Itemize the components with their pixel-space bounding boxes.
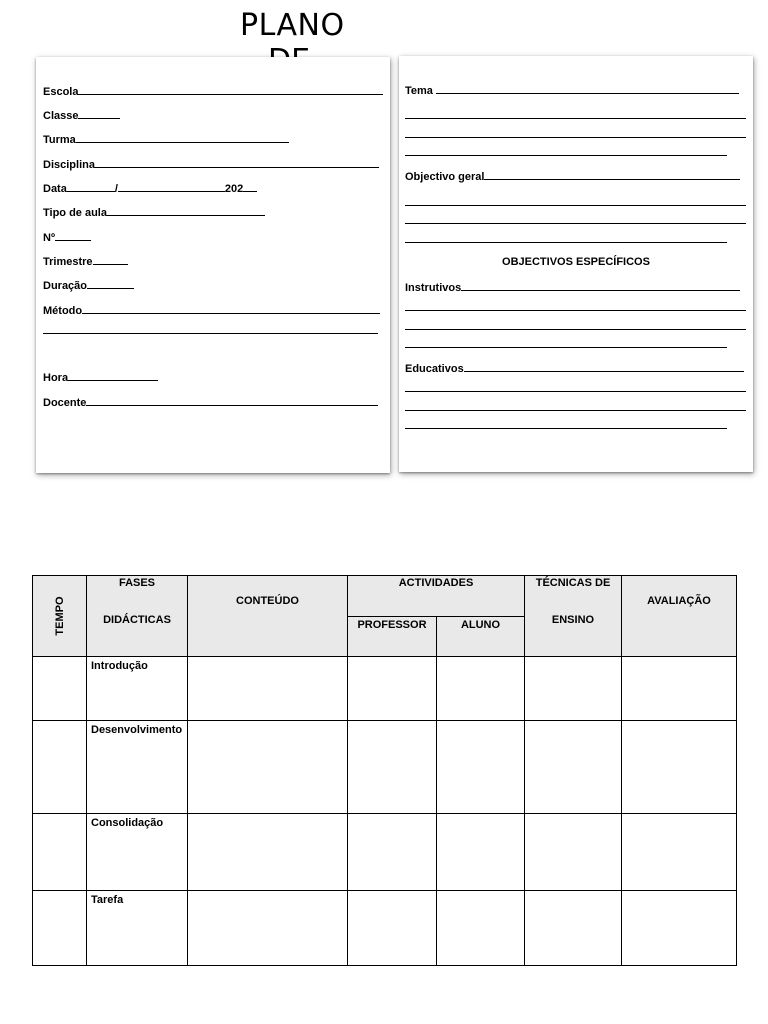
phase-tarefa: Tarefa [91,894,124,906]
row1-aluno-cell[interactable] [436,656,525,721]
objectivo-line-3 [405,223,746,224]
instrutivos-line-3 [405,329,746,330]
instrutivos-field[interactable] [405,279,740,293]
row4-aluno-cell[interactable] [436,890,525,966]
phase-introducao: Introdução [91,660,148,672]
objectivo-geral-label: Objectivo geral [405,171,485,183]
lesson-info-card [36,57,390,473]
row2-tecnicas-cell[interactable] [524,720,622,814]
row3-tecnicas-cell[interactable] [524,813,622,891]
phase-desenvolvimento: Desenvolvimento [91,724,183,736]
row1-tecnicas-cell[interactable] [524,656,622,721]
tema-label: Tema [405,85,433,97]
objectivos-especificos-heading: OBJECTIVOS ESPECÍFICOS [502,256,650,268]
row1-conteudo-cell[interactable] [187,656,348,721]
docente-field[interactable] [43,394,378,408]
page-title: PLANO [240,8,345,43]
educativos-line-2 [405,391,746,392]
header-tecnicas-line2: ENSINO [551,614,595,626]
tema-line-3 [405,137,746,138]
metodo-extra-line [43,333,378,334]
row3-conteudo-cell[interactable] [187,813,348,891]
instrutivos-line-4 [405,347,727,348]
row3-tempo-cell[interactable] [32,813,87,891]
row2-aluno-cell[interactable] [436,720,525,814]
row4-tempo-cell[interactable] [32,890,87,966]
trimestre-label: Trimestre [43,256,93,268]
instrutivos-label: Instrutivos [405,282,462,294]
row4-fase-cell [86,890,188,966]
phase-consolidacao: Consolidação [91,817,164,829]
header-fases-line2: DIDÁCTICAS [103,614,171,626]
row1-avaliacao-cell[interactable] [621,656,737,721]
data-label: Data [43,183,67,195]
row3-professor-cell[interactable] [347,813,437,891]
header-tecnicas [524,575,622,657]
row1-fase-cell [86,656,188,721]
row1-professor-cell[interactable] [347,656,437,721]
row1-tempo-cell[interactable] [32,656,87,721]
duracao-label: Duração [43,280,88,292]
header-conteudo-label: CONTEÚDO [236,595,299,607]
objectivo-line-4 [405,242,727,243]
tema-line-4 [405,155,727,156]
row2-professor-cell[interactable] [347,720,437,814]
metodo-label: Método [43,305,83,317]
header-tecnicas-line1: TÉCNICAS DE [535,577,611,589]
classe-field[interactable] [43,107,120,121]
lesson-plan-table [32,575,737,966]
classe-label: Classe [43,110,79,122]
numero-label: Nº [43,232,55,244]
row3-avaliacao-cell[interactable] [621,813,737,891]
metodo-field[interactable] [43,302,380,316]
data-field[interactable] [43,180,257,194]
instrutivos-line-2 [405,310,746,311]
trimestre-field[interactable] [43,253,128,267]
hora-label: Hora [43,372,69,384]
header-avaliacao-label: AVALIAÇÃO [647,595,711,607]
header-fases [86,575,188,657]
row4-conteudo-cell[interactable] [187,890,348,966]
educativos-field[interactable] [405,360,744,374]
row3-aluno-cell[interactable] [436,813,525,891]
objectivo-geral-field[interactable] [405,168,740,182]
header-tempo [32,575,87,657]
header-avaliacao [621,575,737,657]
row2-conteudo-cell[interactable] [187,720,348,814]
tipo-de-aula-label: Tipo de aula [43,207,107,219]
header-conteudo [187,575,348,657]
header-actividades-label: ACTIVIDADES [398,577,474,589]
data-year: 202 [224,183,244,195]
tema-field[interactable] [405,82,739,96]
row4-professor-cell[interactable] [347,890,437,966]
numero-field[interactable] [43,229,91,243]
row2-avaliacao-cell[interactable] [621,720,737,814]
educativos-label: Educativos [405,363,464,375]
docente-label: Docente [43,397,87,409]
row3-fase-cell [86,813,188,891]
header-fases-line1: FASES [118,577,156,589]
row2-fase-cell [86,720,188,814]
educativos-line-4 [405,428,727,429]
header-professor-label: PROFESSOR [357,619,427,631]
header-actividades [347,575,525,617]
turma-label: Turma [43,134,76,146]
header-aluno-label: ALUNO [460,619,501,631]
header-professor [347,616,437,657]
tema-line-2 [405,118,746,119]
educativos-line-3 [405,410,746,411]
disciplina-field[interactable] [43,156,379,170]
objectives-card [399,56,753,472]
header-tempo-label: TEMPO [53,596,66,636]
data-separator: / [114,183,118,195]
objectivo-line-2 [405,205,746,206]
row4-avaliacao-cell[interactable] [621,890,737,966]
disciplina-label: Disciplina [43,159,95,171]
escola-field[interactable] [43,83,383,97]
duracao-field[interactable] [43,277,134,291]
turma-field[interactable] [43,131,289,145]
tipo-de-aula-field[interactable] [43,204,265,218]
row2-tempo-cell[interactable] [32,720,87,814]
escola-label: Escola [43,86,79,98]
hora-field[interactable] [43,369,158,383]
row4-tecnicas-cell[interactable] [524,890,622,966]
header-aluno [436,616,525,657]
